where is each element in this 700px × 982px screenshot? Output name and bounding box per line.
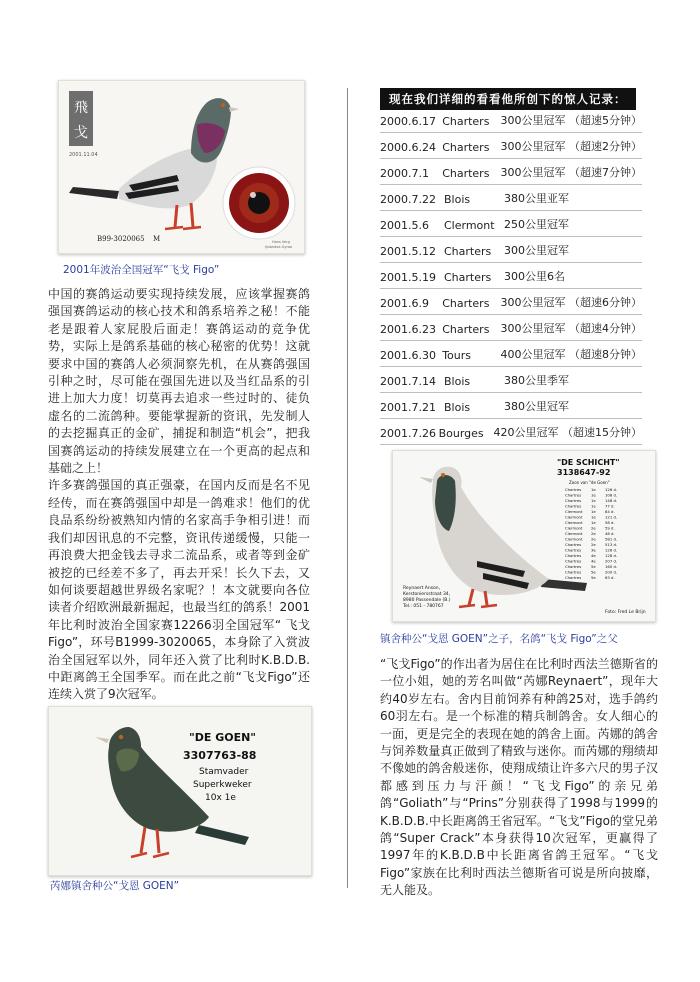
- goen-photo: [49, 707, 311, 875]
- result-rank: 1e: [591, 503, 596, 509]
- record-row: [380, 368, 642, 393]
- record-place: Charters: [442, 141, 490, 154]
- record-row: [380, 212, 642, 237]
- result-place: Chartres: [565, 553, 582, 558]
- result-place: Clermont: [565, 520, 583, 525]
- record-place: Charters: [444, 271, 492, 284]
- records-title: 现在我们详细的看看他所创下的惊人记录：: [380, 88, 636, 110]
- result-birds: 148 d.: [605, 498, 618, 503]
- result-birds: 126 d.: [605, 487, 618, 492]
- record-row: [380, 238, 642, 263]
- record-row: [380, 342, 642, 367]
- record-place: Blois: [444, 401, 471, 414]
- result-rank: 1e: [591, 492, 596, 498]
- result-rank: 3e: [591, 547, 596, 553]
- record-result: 300公里冠军 （超速6分钟）: [500, 296, 642, 309]
- record-date: 2001.5.12: [380, 245, 436, 258]
- result-rank: 2e: [591, 536, 596, 542]
- result-place: Clermont: [565, 525, 583, 531]
- record-row: [380, 316, 642, 341]
- result-place: Chartres: [565, 564, 582, 569]
- result-rank: 4e: [591, 558, 596, 564]
- owner-line: Reynaert Anson,: [403, 586, 441, 591]
- record-row: [380, 160, 642, 185]
- figo-photo-card: [58, 80, 305, 254]
- record-place: Blois: [444, 375, 471, 388]
- figo-ring-suffix: M: [153, 235, 161, 243]
- seal-date: 2001.11.04: [69, 152, 98, 158]
- result-place: Chartres: [565, 575, 582, 580]
- result-rank: 5e: [591, 575, 596, 580]
- record-date: 2000.6.17: [380, 115, 436, 128]
- record-date: 2000.7.1: [380, 167, 429, 180]
- result-rank: 5e: [591, 569, 596, 575]
- left-paragraph-1: 中国的赛鸽运动要实现持续发展，应该掌握赛鸽强国赛鸽运动的核心技术和鸽系培养之秘！不能老是跟着人家屁股后面走！赛鸽运动的竞争优势，实际上是鸽系基础的核心秘密的优势！这就要求中国的赛鸽人必须洞察先机，在从赛鸽强国引种之时，尽可能在强国先进以及当红品系的引进上加大力度！切莫再去追求一些过时的、徒负虚名的二流鸽种。要能掌握新的资讯，先发制人的去挖掘真正的金矿，捕捉和制造“机会”，把我国赛鸽运动的持续发展建立在一个更高的起点和基础之上！: [48, 287, 310, 476]
- record-result: 300公里6名: [504, 270, 565, 283]
- result-place: Clermont: [565, 536, 583, 542]
- seal-char-2: 戈: [74, 125, 88, 141]
- eye-closeup: [223, 167, 295, 239]
- eye-label-2: Ijslandse-Gyroo: [265, 245, 293, 249]
- record-place: Bourges: [438, 427, 484, 440]
- result-birds: 128 d.: [605, 553, 618, 558]
- result-rank: 5e: [591, 564, 596, 569]
- record-result: 380公里冠军: [504, 400, 569, 413]
- result-birds: 63 d.: [605, 575, 615, 580]
- figo-ring: B99-3020065: [97, 235, 145, 243]
- record-result: 300公里冠军 （超速4分钟）: [500, 322, 642, 335]
- result-rank: 2e: [591, 542, 596, 547]
- record-place: Charters: [444, 245, 492, 258]
- record-row: [380, 108, 642, 133]
- result-birds: 58 d.: [605, 520, 615, 525]
- result-place: Chartres: [565, 487, 582, 492]
- column-divider: [347, 88, 348, 888]
- eye-label-1: Hans Verg: [272, 240, 290, 244]
- owner-line: Tel.: 051 - 780767: [403, 604, 444, 609]
- goen-caption: 芮娜镇舍种公“戈恩 GOEN”: [50, 880, 180, 892]
- record-date: 2001.6.9: [380, 297, 429, 310]
- record-place: Charters: [442, 297, 490, 310]
- record-result: 300公里冠军 （超速7分钟）: [500, 166, 642, 179]
- record-place: Blois: [444, 193, 471, 206]
- result-birds: 84 d.: [605, 509, 615, 514]
- schicht-name: "DE SCHICHT": [557, 458, 620, 467]
- result-place: Chartres: [565, 569, 582, 575]
- left-paragraph-2: 许多赛鸽强国的真正强豪，在国内反而是名不见经传，而在赛鸽强国中却是一鸽难求！他们的优良品系纷纷被熟知内情的名家高手争相引进！而我们却因讯息的不完整，资讯传递缓慢，只能一再浪费大把金钱去寻求二流品系，或者等到金矿被挖的已经差不多了，再去开采！长久下去，又如何谈要超越世界级名家呢？！本文就要向各位读者介绍欧洲最新掘起，也最当红的鸽系！2001年比利时波治全国家赛12266羽全国冠军“ 飞戈 Figo”，环号B1999-3020065，本身除了入赏波治全国冠军以外，同年还入赏了比利时K.B.D.B.中距离鸽王全国季军。而在此之前“飞戈Figo”还连续入赏了9次冠军。: [48, 478, 310, 702]
- result-birds: 108 d.: [605, 492, 618, 498]
- result-rank: 2e: [591, 525, 596, 531]
- record-result: 300公里冠军: [504, 244, 569, 257]
- result-place: Chartres: [565, 547, 582, 553]
- owner-line: Kerstoniersstraat 34,: [403, 592, 451, 597]
- figo-photo: [59, 81, 304, 253]
- result-rank: 1e: [591, 520, 596, 525]
- record-result: 380公里季军: [504, 374, 569, 387]
- record-place: Tours: [442, 349, 471, 362]
- schicht-caption: 镇舍种公“戈恩 GOEN”之子，名鸽“飞戈 Figo”之父: [380, 633, 618, 645]
- result-birds: 160 d.: [605, 564, 618, 569]
- goen-line-3: 10x 1e: [205, 793, 236, 803]
- result-place: Chartres: [565, 542, 582, 547]
- result-birds: 121 d.: [605, 514, 618, 520]
- schicht-photo: [393, 451, 655, 621]
- goen-line-1: Stamvader: [199, 767, 249, 777]
- goen-line-2: Superkweker: [193, 780, 252, 790]
- record-place: Charters: [442, 167, 490, 180]
- record-row: [380, 134, 642, 159]
- result-rank: 1e: [591, 514, 596, 520]
- result-birds: 59 d.: [605, 525, 615, 531]
- record-place: Clermont: [444, 219, 495, 232]
- record-result: 380公里亚军: [504, 192, 569, 205]
- result-birds: 513 d.: [605, 542, 618, 547]
- record-result: 300公里冠军 （超速2分钟）: [500, 140, 642, 153]
- goen-ring: 3307763-88: [183, 749, 257, 762]
- record-row: [380, 420, 642, 445]
- goen-name: "DE GOEN": [189, 731, 257, 744]
- record-result: 300公里冠军 （超速5分钟）: [500, 114, 642, 127]
- result-birds: 200 d.: [605, 569, 618, 575]
- record-result: 400公里冠军 （超速8分钟）: [500, 348, 642, 361]
- record-result: 250公里冠军: [504, 218, 569, 231]
- result-place: Chartres: [565, 498, 582, 503]
- photo-credit: Foto: Fred Le Brijn: [605, 610, 646, 615]
- result-birds: 126 d.: [605, 547, 618, 553]
- result-birds: 207 d.: [605, 558, 618, 564]
- left-article-text: [48, 286, 310, 704]
- result-rank: 4e: [591, 553, 596, 558]
- schicht-ring: 3138647-92: [557, 468, 611, 477]
- record-place: Charters: [442, 115, 490, 128]
- result-place: Chartres: [565, 492, 582, 498]
- record-row: [380, 394, 642, 419]
- result-birds: 581 d.: [605, 536, 618, 542]
- result-rank: 1e: [591, 487, 596, 492]
- record-date: 2000.7.22: [380, 193, 436, 206]
- result-rank: 2e: [591, 531, 596, 536]
- result-place: Clermont: [565, 509, 583, 514]
- record-place: Charters: [442, 323, 490, 336]
- result-place: Chartres: [565, 503, 582, 509]
- record-date: 2001.7.26: [380, 427, 436, 440]
- result-rank: 1e: [591, 498, 596, 503]
- record-result: 420公里冠军 （超速15分钟）: [493, 426, 642, 439]
- record-date: 2001.5.6: [380, 219, 429, 232]
- result-place: Clermont: [565, 514, 583, 520]
- record-date: 2001.6.23: [380, 323, 436, 336]
- right-article-text: “飞戈Figo”的作出者为居住在比利时西法兰德斯省的一位小姐，她的芳名叫做“芮娜Reynaert”，现年大约40岁左右。舍内目前饲养有种鸽25对，选手鸽约60羽左右。是一个标准的精兵制鸽舍。女人细心的一面，更是完全的表现在她的鸽舍上面。芮娜的鸽舍与饲养数量真正做到了精致与迷你。而芮娜的翔绩却不像她的鸽舍般迷你，使翔成绩让许多六尺的男子汉都感到压力与汗颜！“飞戈Figo”的亲兄弟鸽“Goliath”与“Prins”分别获得了1998与1999的K.B.D.B.中长距离鸽王省冠军。“飞戈”Figo的堂兄弟鸽“Super Crack”本身获得10次冠军，更赢得了1997年的K.B.D.B中长距离省鸽王冠军。“飞戈Figo”家族在比利时西法兰德斯省可说是所向披靡，无人能及。: [380, 657, 658, 898]
- record-row: [380, 186, 642, 211]
- record-date: 2001.7.14: [380, 375, 436, 388]
- record-date: 2001.6.30: [380, 349, 436, 362]
- result-place: Chartres: [565, 558, 582, 564]
- record-row: [380, 264, 642, 289]
- record-date: 2000.6.24: [380, 141, 436, 154]
- record-date: 2001.7.21: [380, 401, 436, 414]
- result-birds: 46 d.: [605, 531, 615, 536]
- goen-photo-card: [48, 706, 312, 876]
- seal-char-1: 飛: [74, 100, 88, 116]
- record-row: [380, 290, 642, 315]
- result-place: Clermont: [565, 531, 583, 536]
- result-birds: 77 d.: [605, 503, 615, 509]
- owner-line: 8980 Passendale (B.): [403, 598, 451, 603]
- schicht-table-head: Zoon van "de Goen": [569, 480, 610, 485]
- schicht-photo-card: [392, 450, 656, 622]
- record-date: 2001.5.19: [380, 271, 436, 284]
- figo-caption: 2001年波治全国冠军“飞戈 Figo”: [63, 264, 220, 276]
- schicht-results: [565, 487, 617, 580]
- result-rank: 1e: [591, 509, 596, 514]
